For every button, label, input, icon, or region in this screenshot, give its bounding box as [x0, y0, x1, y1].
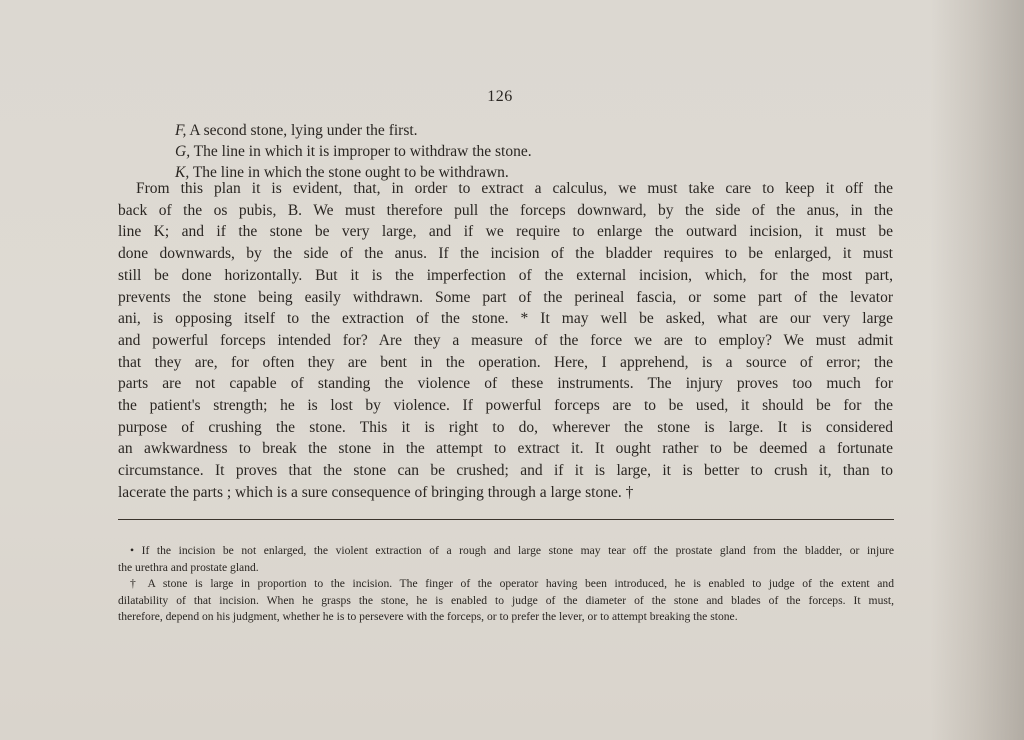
page-number: 126 [487, 88, 513, 105]
legend-key: K, [175, 164, 190, 181]
footnote-dagger [118, 576, 894, 626]
text-line: lacerate the parts ; which is a sure consequence of bringing through a large stone. † [118, 483, 634, 501]
legend-text: A second stone, lying under the first. [186, 122, 418, 139]
legend-text: The line in which the stone ought to be withdrawn. [189, 164, 509, 181]
legend-item-f [175, 120, 532, 141]
text-line: an awkwardness to break the stone in the attempt to extract it. It ought rather to be deemed a fortunate [118, 440, 893, 458]
legend-text: The line in which it is improper to withdraw the stone. [190, 143, 532, 160]
legend-item-g [175, 141, 532, 162]
text-line: line K; and if the stone be very large, and if we require to enlarge the outward incision, it must be [118, 223, 893, 241]
footnote-line: • If the incision be not enlarged, the violent extraction of a rough and large stone may tear off the prostate gland from the bladder, or injure [130, 544, 894, 557]
text-line: From this plan it is evident, that, in order to extract a calculus, we must take care to keep it off the [136, 180, 893, 197]
footnotes [118, 543, 894, 626]
footnote-line: therefore, depend on his judgment, whether he is to persevere with the forceps, or to prefer the lever, or to attempt breaking the stone. [118, 610, 738, 623]
text-line: still be done horizontally. But it is the imperfection of the external incision, which, for the most part, [118, 266, 893, 284]
text-line: prevents the stone being easily withdrawn. Some part of the perineal fascia, or some part of the levator [118, 288, 893, 306]
text-line: parts are not capable of standing the violence of these instruments. The injury proves too much for [118, 375, 893, 393]
figure-legend [175, 120, 532, 183]
main-paragraph [118, 178, 893, 504]
text-line: done downwards, by the side of the anus. If the incision of the bladder requires to be enlarged, it must [118, 245, 893, 263]
text-line: back of the os pubis, B. We must therefore pull the forceps downward, by the side of the anus, in the [118, 201, 893, 219]
legend-key: F, [175, 122, 187, 139]
text-line: circumstance. It proves that the stone can be crushed; and if it is large, it is better to crush it, than to [118, 462, 893, 480]
footnote-line: the urethra and prostate gland. [118, 560, 259, 574]
footnote-line: † A stone is large in proportion to the incision. The finger of the operator having been introduced, he is enabled to judge of the extent and [130, 577, 894, 590]
footnote-divider [118, 519, 894, 520]
text-line: ani, is opposing itself to the extraction of the stone. * It may well be asked, what are our very large [118, 310, 893, 328]
text-line: the patient's strength; he is lost by violence. If powerful forceps are to be used, it should be for the [118, 397, 893, 415]
text-line: that they are, for often they are bent in the operation. Here, I apprehend, is a source of error; the [118, 353, 893, 371]
footnote-asterisk [118, 543, 894, 576]
footnote-line: dilatability of that incision. When he grasps the stone, he is enabled to judge of the diameter of the stone and blades of the forceps. It must, [118, 593, 894, 607]
text-line: purpose of crushing the stone. This it is right to do, wherever the stone is large. It is considered [118, 418, 893, 436]
text-line: and powerful forceps intended for? Are they a measure of the force we are to employ? We must admit [118, 331, 893, 349]
legend-key: G, [175, 143, 191, 160]
